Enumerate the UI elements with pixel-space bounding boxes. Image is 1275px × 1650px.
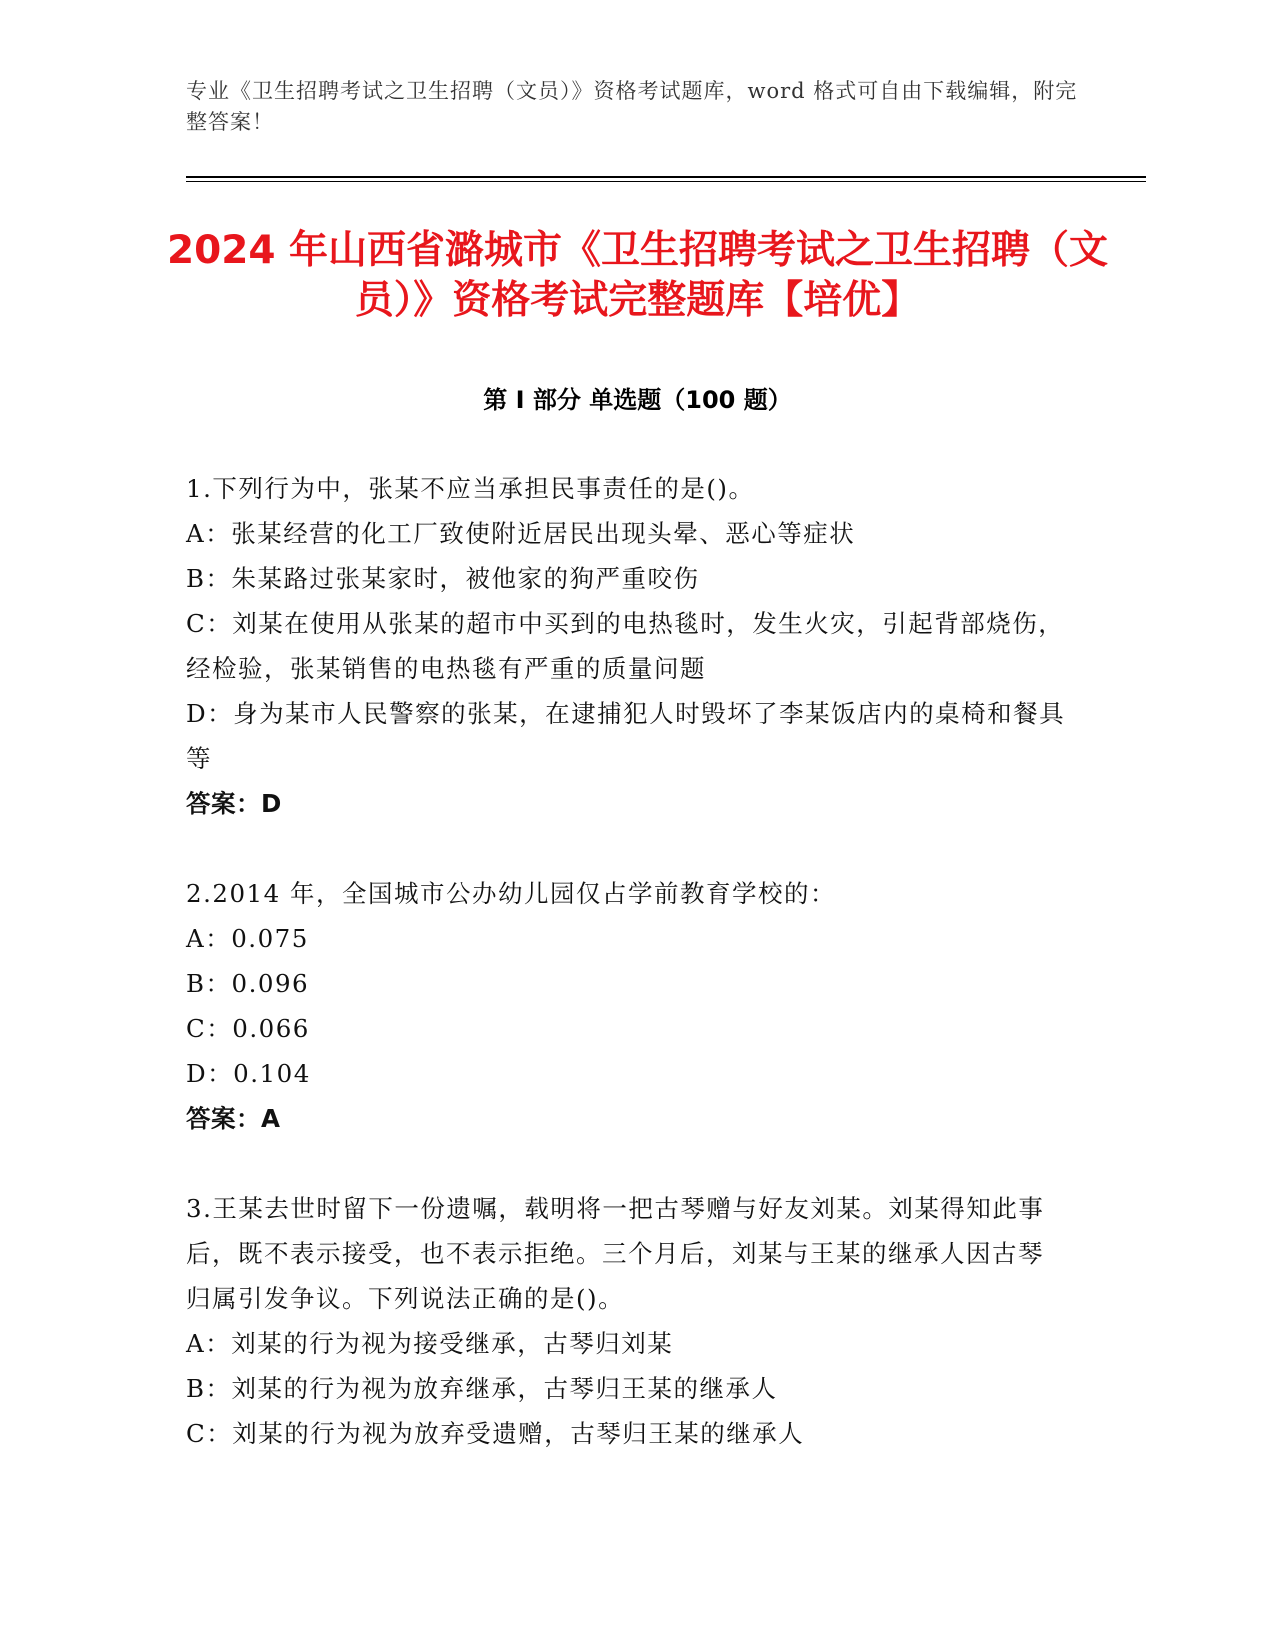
header-note: 专业《卫生招聘考试之卫生招聘（文员）》资格考试题库，word 格式可自由下载编辑，附完整答案！ [186, 79, 1078, 134]
option-c: C：0.066 [186, 1014, 310, 1043]
question-list [186, 466, 1066, 1456]
question-3 [186, 1186, 1066, 1456]
question-1 [186, 466, 1066, 826]
section-title: 第 I 部分 单选题（100 题） [483, 386, 792, 414]
question-stem: 2.2014 年，全国城市公办幼儿园仅占学前教育学校的： [186, 879, 837, 908]
answer-line: 答案：D [186, 789, 282, 818]
option-a: A：刘某的行为视为接受继承，古琴归刘某 [186, 1329, 674, 1358]
question-stem: 1.下列行为中，张某不应当承担民事责任的是()。 [186, 474, 755, 503]
answer-line: 答案：A [186, 1104, 281, 1133]
option-d: D：0.104 [186, 1059, 311, 1088]
header-rule-thin [186, 181, 1146, 182]
option-c: C：刘某在使用从张某的超市中买到的电热毯时，发生火灾，引起背部烧伤，经检验，张某销售的电热毯有严重的质量问题 [186, 609, 1065, 683]
option-b: B：朱某路过张某家时，被他家的狗严重咬伤 [186, 564, 700, 593]
option-b: B：刘某的行为视为放弃继承，古琴归王某的继承人 [186, 1374, 778, 1403]
option-b: B：0.096 [186, 969, 310, 998]
header-rule-thick [186, 176, 1146, 178]
option-d: D：身为某市人民警察的张某，在逮捕犯人时毁坏了李某饭店内的桌椅和餐具等 [186, 699, 1066, 773]
question-2 [186, 871, 1066, 1141]
option-c: C：刘某的行为视为放弃受遗赠，古琴归王某的继承人 [186, 1419, 805, 1448]
option-a: A：张某经营的化工厂致使附近居民出现头晕、恶心等症状 [186, 519, 856, 548]
option-a: A：0.075 [186, 924, 309, 953]
document-title: 2024 年山西省潞城市《卫生招聘考试之卫生招聘（文员）》资格考试完整题库【培优】 [166, 228, 1109, 323]
question-stem: 3.王某去世时留下一份遗嘱，载明将一把古琴赠与好友刘某。刘某得知此事后，既不表示接受，也不表示拒绝。三个月后，刘某与王某的继承人因古琴归属引发争议。下列说法正确的是()。 [186, 1194, 1045, 1313]
